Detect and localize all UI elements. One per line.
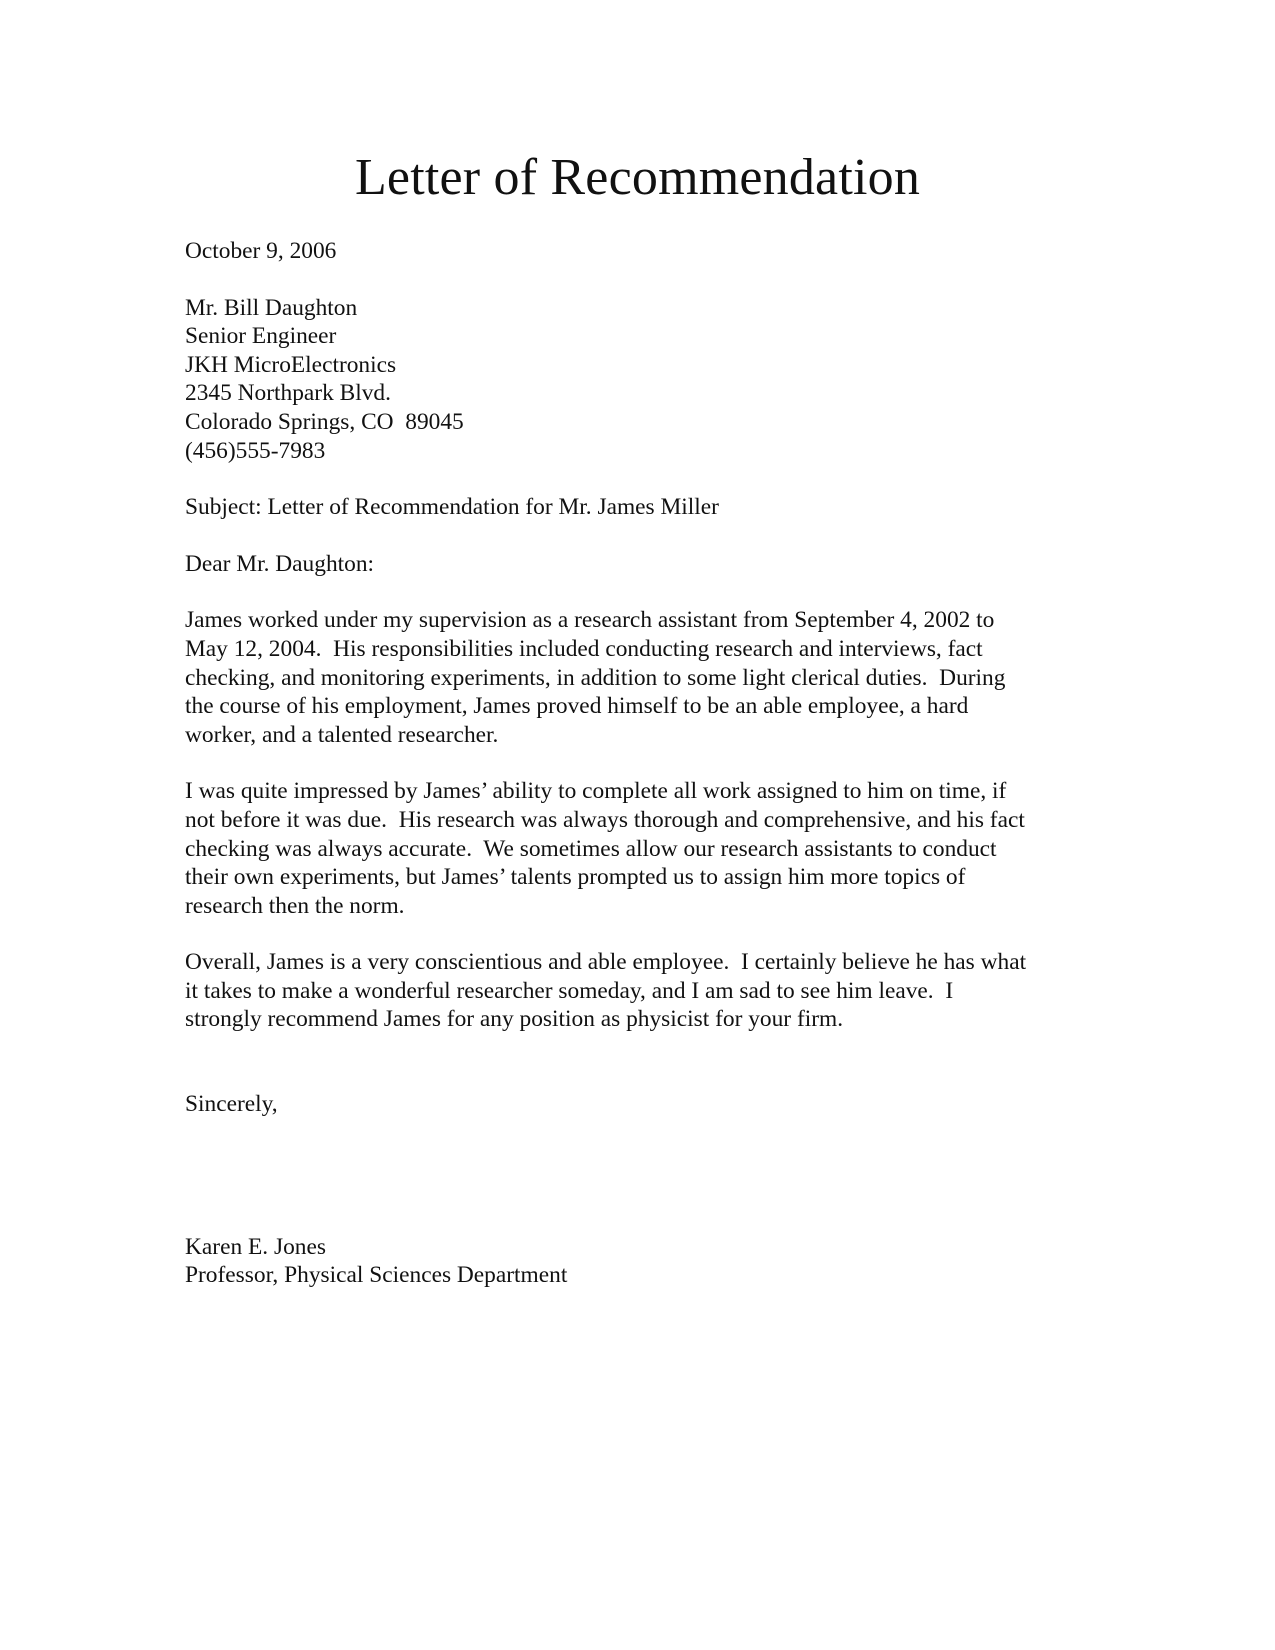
- body-paragraph-1: [185, 606, 1085, 749]
- signer-title: Professor, Physical Sciences Department: [185, 1262, 568, 1289]
- paragraph-line: their own experiments, but James’ talents prompted us to assign him more topics of: [185, 864, 966, 891]
- closing: Sincerely,: [185, 1091, 278, 1118]
- paragraph-line: strongly recommend James for any position as physicist for your firm.: [185, 1006, 844, 1033]
- paragraph-line: May 12, 2004. His responsibilities included conducting research and interviews, fact: [185, 635, 983, 662]
- paragraph-line: research then the norm.: [185, 892, 405, 919]
- recipient-phone: (456)555-7983: [185, 437, 326, 464]
- salutation: Dear Mr. Daughton:: [185, 550, 375, 577]
- letter-body: [185, 237, 1085, 1290]
- recipient-street: 2345 Northpark Blvd.: [185, 380, 391, 407]
- paragraph-line: the course of his employment, James proved himself to be an able employee, a hard: [185, 693, 969, 720]
- paragraph-line: Overall, James is a very conscientious and able employee. I certainly believe he has what: [185, 949, 1027, 976]
- recipient-title: Senior Engineer: [185, 323, 337, 350]
- paragraph-line: not before it was due. His research was always thorough and comprehensive, and his fact: [185, 806, 1025, 833]
- letter-date: October 9, 2006: [185, 238, 337, 264]
- signer-name: Karen E. Jones: [185, 1233, 326, 1260]
- subject-line: Subject: Letter of Recommendation for Mr. James Miller: [185, 494, 719, 521]
- paragraph-line: James worked under my supervision as a research assistant from September 4, 2002 to: [185, 607, 995, 634]
- recipient-company: JKH MicroElectronics: [185, 351, 397, 378]
- paragraph-line: I was quite impressed by James’ ability to complete all work assigned to him on time, if: [185, 778, 1007, 805]
- signature-block: [185, 1233, 1085, 1290]
- paragraph-line: checking was always accurate. We sometimes allow our research assistants to conduct: [185, 835, 997, 862]
- paragraph-line: it takes to make a wonderful researcher someday, and I am sad to see him leave. I: [185, 977, 954, 1004]
- recipient-city: Colorado Springs, CO 89045: [185, 408, 464, 435]
- body-paragraph-3: [185, 948, 1085, 1034]
- paragraph-line: worker, and a talented researcher.: [185, 721, 499, 748]
- recipient-name: Mr. Bill Daughton: [185, 294, 358, 321]
- letter-title: Letter of Recommendation: [354, 149, 921, 206]
- recipient-block: [185, 294, 1085, 466]
- body-paragraph-2: [185, 777, 1085, 920]
- paragraph-line: checking, and monitoring experiments, in addition to some light clerical duties. During: [185, 664, 1006, 691]
